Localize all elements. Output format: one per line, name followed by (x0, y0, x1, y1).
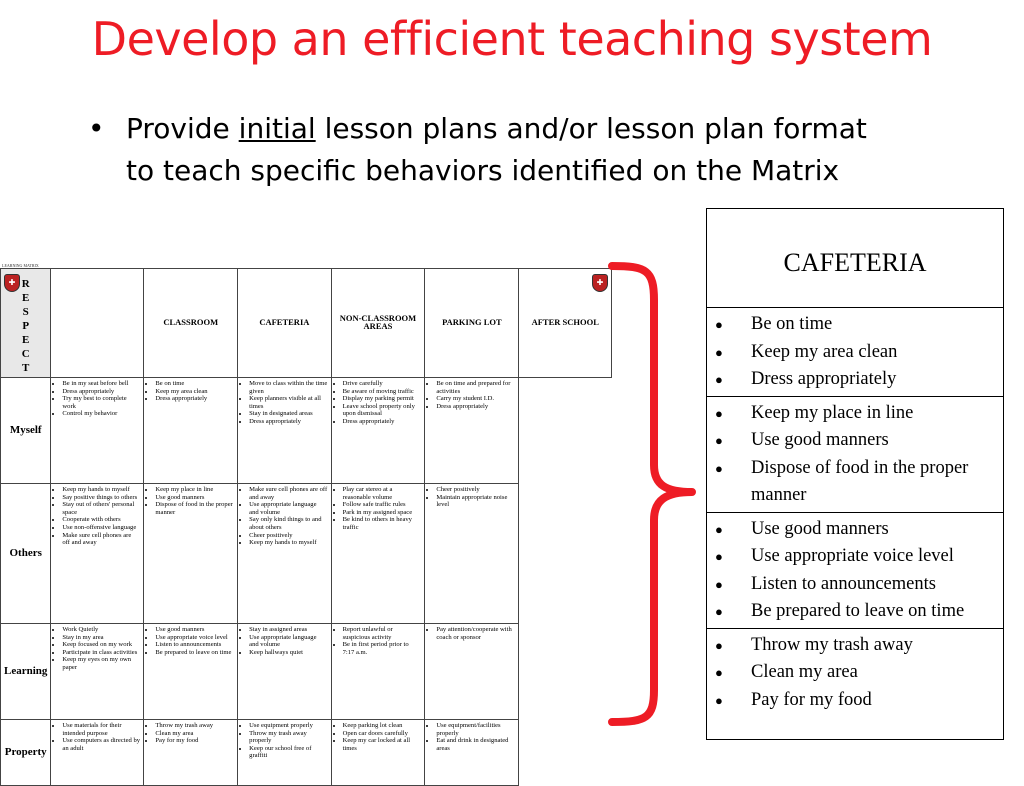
matrix-cell-item: • Throw my trash away properly (249, 730, 327, 745)
bullet-text (126, 108, 888, 192)
matrix-cell (331, 720, 425, 786)
matrix-column-header: CLASSROOM (144, 269, 238, 378)
matrix-cell-item: • Cooperate with others (62, 516, 140, 524)
matrix-row (1, 378, 612, 484)
matrix-cell-item: • Be on time and prepared for activities (436, 380, 515, 395)
cafeteria-item (715, 687, 999, 715)
matrix-cell-item: • Keep my place in line (155, 486, 234, 494)
cafeteria-item-text: Listen to announcements (751, 573, 936, 594)
cafeteria-item-text: Keep my area clean (751, 341, 898, 362)
matrix-cell-item: • Drive carefully (343, 380, 422, 388)
matrix-cell-item: • Leave school property only upon dismissal (343, 403, 422, 418)
matrix-row-label: Learning (1, 624, 51, 720)
matrix-column-header: CAFETERIA (238, 269, 331, 378)
matrix-cell (331, 378, 425, 484)
cafeteria-item-text: Use appropriate voice level (751, 546, 954, 566)
matrix-cell-item: • Clean my area (155, 730, 234, 738)
bullet-icon: ● (715, 692, 723, 708)
cafeteria-item (715, 400, 999, 428)
cafeteria-item (715, 659, 999, 687)
matrix-cell-item: • Use good manners (155, 494, 234, 502)
matrix-cell-item: • Say only kind things to and about others (249, 516, 327, 531)
matrix-header-row (1, 269, 612, 378)
cafeteria-item-text: Pay for my food (751, 689, 872, 710)
matrix-cell-item: • Move to class within the time given (249, 380, 327, 395)
matrix-cell-item: • Follow safe traffic rules (343, 501, 422, 509)
cafeteria-item (715, 598, 999, 626)
matrix-cell-item: • Control my behavior (62, 410, 140, 418)
bullet-icon: ● (715, 576, 723, 592)
matrix-cell (238, 484, 331, 624)
cafeteria-item (715, 516, 999, 544)
cafeteria-item-text: Be on time (751, 314, 833, 334)
matrix-cell-item: • Stay in designated areas (249, 410, 327, 418)
cafeteria-item-text: Be prepared to leave on time (751, 601, 965, 621)
matrix-cell (238, 720, 331, 786)
matrix-corner-cell (51, 269, 144, 378)
cafeteria-item (715, 339, 999, 367)
matrix-cell-item: • Cheer positively (436, 486, 515, 494)
bullet-icon: ● (715, 460, 723, 476)
matrix-cell (51, 484, 144, 624)
matrix-cell (425, 484, 519, 624)
matrix-cell-item: • Eat and drink in designated areas (436, 737, 515, 752)
cafeteria-group (707, 512, 1004, 628)
matrix-cell-item: • Keep focused on my work (62, 641, 140, 649)
matrix-cell-item: • Maintain appropriate noise level (436, 494, 515, 509)
behavior-matrix-image (0, 262, 612, 760)
matrix-cell-item: • Stay in my area (62, 634, 140, 642)
matrix-cell-item: • Report unlawful or suspicious activity (343, 626, 422, 641)
matrix-cell-item: • Keep hallways quiet (249, 649, 327, 657)
matrix-cell-item: • Dress appropriately (436, 403, 515, 411)
matrix-cell (331, 484, 425, 624)
matrix-cell-item: • Use good manners (155, 626, 234, 634)
bullet-icon: ● (715, 549, 723, 564)
behavior-matrix-table (0, 268, 612, 786)
matrix-cell-item: • Use computers as directed by an adult (62, 737, 140, 752)
cafeteria-item-text: Clean my area (751, 662, 858, 682)
matrix-cell (331, 624, 425, 720)
matrix-cell-item: • Open car doors carefully (343, 730, 422, 738)
cafeteria-item-text: Keep my place in line (751, 402, 914, 423)
matrix-cell-item: • Dress appropriately (62, 388, 140, 396)
bullet-dot: • (88, 112, 105, 145)
bullet-icon: ● (715, 521, 723, 537)
cafeteria-item (715, 571, 999, 599)
matrix-cell (144, 624, 238, 720)
matrix-cell-item: • Throw my trash away (155, 722, 234, 730)
matrix-cell-item: • Dress appropriately (155, 395, 234, 403)
matrix-cell-item: • Participate in class activities (62, 649, 140, 657)
matrix-cell-item: • Be prepared to leave on time (155, 649, 234, 657)
cafeteria-item-text: Use good manners (751, 518, 889, 539)
matrix-cell-item: • Carry my student I.D. (436, 395, 515, 403)
matrix-cell-item: • Work Quietly (62, 626, 140, 634)
respect-letter: S (22, 306, 29, 318)
matrix-cell (144, 378, 238, 484)
cafeteria-group (707, 396, 1004, 512)
bullet-icon: ● (715, 665, 723, 680)
bullet-icon: ● (715, 405, 723, 421)
matrix-cell (238, 378, 331, 484)
bullet-icon: ● (715, 317, 723, 332)
matrix-cell (51, 378, 144, 484)
matrix-cell-item: • Make sure cell phones are off and away (62, 532, 140, 547)
bullet-icon: ● (715, 344, 723, 360)
matrix-cell-item: • Keep my hands to myself (62, 486, 140, 494)
matrix-cell-item: • Try my best to complete work (62, 395, 140, 410)
matrix-cell-item: • Keep planners visible at all times (249, 395, 327, 410)
matrix-row-label: Others (1, 484, 51, 624)
matrix-cell-item: • Keep my area clean (155, 388, 234, 396)
matrix-column-header: AFTER SCHOOL (519, 269, 612, 378)
cafeteria-table (706, 208, 1004, 740)
bullet-icon: ● (715, 433, 723, 448)
matrix-column-header: NON-CLASSROOM AREAS (331, 269, 425, 378)
matrix-cell-item: • Keep our school free of graffiti (249, 745, 327, 760)
matrix-cell-item: • Be aware of moving traffic (343, 388, 422, 396)
bullet-icon: ● (715, 637, 723, 653)
bullet-point (88, 108, 888, 192)
matrix-cell (425, 720, 519, 786)
matrix-cell-item: • Use equipment/facilities properly (436, 722, 515, 737)
cafeteria-item-text: Dispose of food in the proper manner (751, 457, 969, 505)
matrix-cell (425, 378, 519, 484)
matrix-cell-item: • Dress appropriately (249, 418, 327, 426)
matrix-row-label: Myself (1, 378, 51, 484)
matrix-cell-item: • Use non-offensive language (62, 524, 140, 532)
matrix-cell-item: • Be kind to others in heavy traffic (343, 516, 422, 531)
bullet-text-pre: Provide (126, 112, 239, 145)
matrix-cell-item: • Play car stereo at a reasonable volume (343, 486, 422, 501)
cafeteria-item (715, 455, 999, 510)
cafeteria-item (715, 632, 999, 660)
matrix-cell-item: • Use appropriate language and volume (249, 634, 327, 649)
cafeteria-item (715, 543, 999, 571)
matrix-row (1, 484, 612, 624)
matrix-cell-item: • Cheer positively (249, 532, 327, 540)
bullet-underlined-word: initial (238, 112, 316, 145)
red-bracket-icon (606, 260, 702, 730)
matrix-row (1, 624, 612, 720)
bullet-icon: ● (715, 604, 723, 619)
matrix-cell-item: • Use appropriate language and volume (249, 501, 327, 516)
cafeteria-item-text: Use good manners (751, 430, 889, 450)
slide-title: Develop an efficient teaching system (91, 12, 933, 66)
matrix-cell (51, 720, 144, 786)
matrix-cell-item: • Dress appropriately (343, 418, 422, 426)
matrix-cell-item: • Be on time (155, 380, 234, 388)
matrix-column-header: PARKING LOT (425, 269, 519, 378)
cafeteria-item (715, 311, 999, 339)
matrix-cell-item: • Be in my seat before bell (62, 380, 140, 388)
matrix-cell (51, 624, 144, 720)
matrix-cell-item: • Use equipment properly (249, 722, 327, 730)
matrix-cell-item: • Dispose of food in the proper manner (155, 501, 234, 516)
bullet-icon: ● (715, 372, 723, 387)
matrix-cell-item: • Keep my eyes on my own paper (62, 656, 140, 671)
matrix-cell-item: • Say positive things to others (62, 494, 140, 502)
matrix-cell-item: • Keep my hands to myself (249, 539, 327, 547)
respect-letter: P (22, 320, 30, 332)
respect-letter: E (22, 292, 30, 304)
matrix-cell (144, 720, 238, 786)
matrix-cell-item: • Pay attention/cooperate with coach or sponsor (436, 626, 515, 641)
respect-letter: T (22, 362, 30, 374)
matrix-cell (238, 624, 331, 720)
matrix-cell-item: • Park in my assigned space (343, 509, 422, 517)
matrix-row (1, 720, 612, 786)
cafeteria-group (707, 308, 1004, 397)
matrix-cell-item: • Stay in assigned areas (249, 626, 327, 634)
cafeteria-heading: CAFETERIA (707, 209, 1004, 308)
matrix-cell (144, 484, 238, 624)
matrix-cell-item: • Listen to announcements (155, 641, 234, 649)
matrix-cell-item: • Be in first period prior to 7:17 a.m. (343, 641, 422, 656)
matrix-cell (425, 624, 519, 720)
respect-letter: R (21, 278, 30, 290)
matrix-caption: LEARNING MATRIX (2, 263, 39, 268)
cafeteria-item-text: Throw my trash away (751, 634, 913, 655)
matrix-cell-item: • Make sure cell phones are off and away (249, 486, 327, 501)
matrix-cell-item: • Keep parking lot clean (343, 722, 422, 730)
matrix-cell-item: • Use materials for their intended purpose (62, 722, 140, 737)
cafeteria-item (715, 366, 999, 394)
matrix-cell-item: • Stay out of others' personal space (62, 501, 140, 516)
school-shield-icon: ✚ (4, 274, 20, 292)
respect-letter: C (21, 348, 30, 360)
respect-letter: E (22, 334, 30, 346)
cafeteria-item (715, 427, 999, 455)
matrix-cell-item: • Keep my car locked at all times (343, 737, 422, 752)
cafeteria-group (707, 628, 1004, 739)
bullet-text-post: lesson plans and/or lesson plan format to teach specific behaviors identified on the Matrix (126, 112, 867, 187)
school-shield-icon: ✚ (592, 274, 608, 292)
matrix-cell-item: • Display my parking permit (343, 395, 422, 403)
matrix-cell-item: • Use appropriate voice level (155, 634, 234, 642)
matrix-cell-item: • Pay for my food (155, 737, 234, 745)
cafeteria-item-text: Dress appropriately (751, 369, 897, 389)
matrix-row-label: Property (1, 720, 51, 786)
